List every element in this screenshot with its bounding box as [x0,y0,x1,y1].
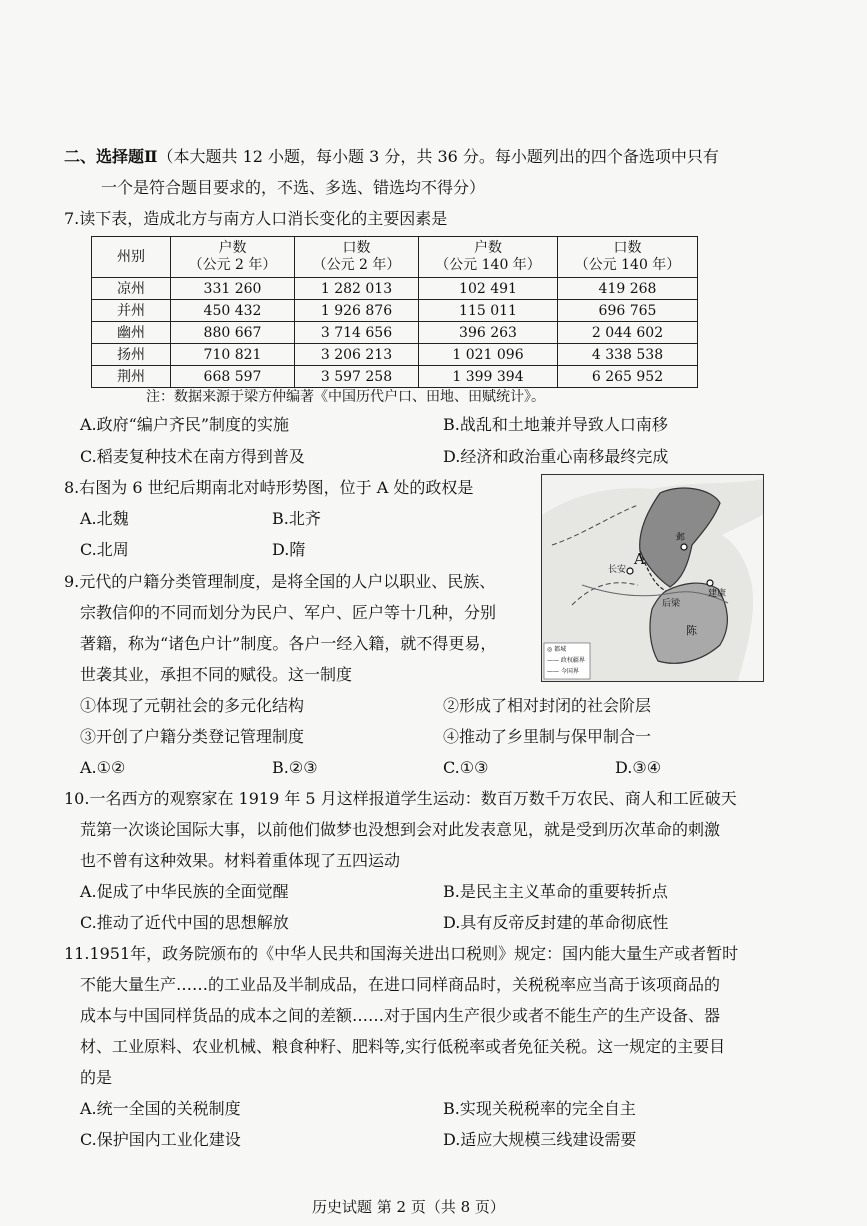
table-cell: 696 765 [558,300,698,322]
q11-stem-line: 成本与中国同样货品的成本之间的差额……对于国内生产很少或者不能生产的生产设备、器 [80,1006,721,1025]
table-cell: 102 491 [419,278,558,300]
q11-stem-line: 11.1951年，政务院颁布的《中华人民共和国海关进出口税则》规定：国内能大量生产或者暂时 [64,944,739,963]
table-cell: 1 021 096 [419,344,558,366]
q7-table-note: 注：数据来源于梁方仲编著《中国历代户口、田地、田赋统计》。 [146,389,545,405]
table-cell: 668 597 [171,366,295,388]
table-header-cell: 户数 （公元 2 年） [171,237,295,278]
map-label-houliang: 后梁 [662,599,681,609]
q8-option-b[interactable]: B.北齐 [272,509,321,528]
table-cell: 880 667 [171,322,295,344]
q11-option-c[interactable]: C.保护国内工业化建设 [80,1130,241,1149]
q11-stem-line: 材、工业原料、农业机械、粮食种籽、肥料等,实行低税率或者免征关税。这一规定的主要目 [80,1037,726,1056]
table-cell: 3 206 213 [295,344,419,366]
q11-option-b[interactable]: B.实现关税税率的完全自主 [443,1099,636,1118]
table-cell: 450 432 [171,300,295,322]
table-cell: 2 044 602 [558,322,698,344]
map-label-jiankang: 建康 [708,589,727,599]
map-label-a: A [634,550,645,568]
q9-stem-line: 世袭其业，承担不同的赋役。这一制度 [80,665,353,684]
q8-option-a[interactable]: A.北魏 [80,509,129,528]
table-cell: 710 821 [171,344,295,366]
map-legend-national: —— 今国界 [547,668,579,675]
q9-option-d[interactable]: D.③④ [615,758,662,777]
q10-stem-line: 荒第一次谈论国际大事，以前他们做梦也没想到会对此发表意见，就是受到历次革命的刺激 [80,820,721,839]
q10-option-b[interactable]: B.是民主主义革命的重要转折点 [443,882,668,901]
north-south-map [541,474,764,682]
q7-option-c[interactable]: C.稻麦复种技术在南方得到普及 [80,447,305,466]
q8-option-d[interactable]: D.隋 [272,540,306,559]
table-header-cell: 州别 [92,237,171,278]
table-header-cell: 口数 （公元 140 年） [558,237,698,278]
section-heading [64,146,719,168]
q9-item-3: ③开创了户籍分类登记管理制度 [80,727,305,746]
table-cell: 115 011 [419,300,558,322]
table-row [92,278,698,300]
table-cell: 1 926 876 [295,300,419,322]
q9-item-1: ①体现了元朝社会的多元化结构 [80,696,305,715]
q11-option-a[interactable]: A.统一全国的关税制度 [80,1099,241,1118]
section-title: 二、选择题Ⅱ [64,147,158,166]
table-cell: 1 282 013 [295,278,419,300]
q9-item-2: ②形成了相对封闭的社会阶层 [443,696,652,715]
table-cell: 幽州 [92,322,171,344]
table-cell: 6 265 952 [558,366,698,388]
table-row [92,300,698,322]
page-footer: 历史试题 第 2 页（共 8 页） [312,1198,505,1216]
q9-stem-line: 9.元代的户籍分类管理制度，是将全国的人户以职业、民族、 [64,572,496,591]
q11-stem-line: 不能大量生产……的工业品及半制成品，在进口同样商品时，关税税率应当高于该项商品的 [80,975,721,994]
q10-option-c[interactable]: C.推动了近代中国的思想解放 [80,913,289,932]
table-cell: 396 263 [419,322,558,344]
map-label-chen: 陈 [686,624,697,637]
table-header-cell: 户数 （公元 140 年） [419,237,558,278]
map-graphic [542,475,763,681]
table-cell: 并州 [92,300,171,322]
q11-stem-line: 的是 [80,1068,113,1087]
q10-stem-line: 10.一名西方的观察家在 1919 年 5 月这样报道学生运动：数百万数千万农民、商人和工匠破天 [64,789,737,808]
map-label-changan: 长安 [608,565,627,575]
population-table [91,236,698,388]
q7-option-b[interactable]: B.战乱和土地兼并导致人口南移 [443,415,668,434]
map-legend-capital: ◎ 都城 [547,646,567,653]
table-cell: 荆州 [92,366,171,388]
q10-option-a[interactable]: A.促成了中华民族的全面觉醒 [80,882,289,901]
table-cell: 3 597 258 [295,366,419,388]
map-label-ye: 邺 [676,533,686,543]
q10-option-d[interactable]: D.具有反帝反封建的革命彻底性 [443,913,669,932]
q9-option-b[interactable]: B.②③ [272,758,318,777]
table-row [92,344,698,366]
section-instruction-cont: 一个是符合题目要求的，不选、多选、错选均不得分） [101,178,486,197]
q7-option-a[interactable]: A.政府“编户齐民”制度的实施 [80,415,290,434]
q9-stem-line: 著籍，称为“诸色户计”制度。各户一经入籍，就不得更易， [80,634,497,653]
q9-item-4: ④推动了乡里制与保甲制合一 [443,727,652,746]
table-header-row [92,237,698,278]
q11-option-d[interactable]: D.适应大规模三线建设需要 [443,1130,637,1149]
map-legend-border: —— 政权疆界 [547,657,585,664]
table-cell: 扬州 [92,344,171,366]
table-cell: 4 338 538 [558,344,698,366]
table-header-cell: 口数 （公元 2 年） [295,237,419,278]
q7-stem: 7.读下表，造成北方与南方人口消长变化的主要因素是 [64,209,448,228]
table-cell: 凉州 [92,278,171,300]
table-row [92,322,698,344]
table-cell: 331 260 [171,278,295,300]
section-instruction: （本大题共 12 小题，每小题 3 分，共 36 分。每小题列出的四个备选项中只有 [157,147,719,166]
q8-stem: 8.右图为 6 世纪后期南北对峙形势图，位于 A 处的政权是 [64,478,474,497]
q10-stem-line: 也不曾有这种效果。材料着重体现了五四运动 [80,851,401,870]
q8-option-c[interactable]: C.北周 [80,540,129,559]
q9-option-c[interactable]: C.①③ [443,758,489,777]
table-cell: 1 399 394 [419,366,558,388]
q9-option-a[interactable]: A.①② [80,758,126,777]
table-cell: 419 268 [558,278,698,300]
table-cell: 3 714 656 [295,322,419,344]
table-row [92,366,698,388]
q7-option-d[interactable]: D.经济和政治重心南移最终完成 [443,447,669,466]
q9-stem-line: 宗教信仰的不同而划分为民户、军户、匠户等十几种，分别 [80,603,497,622]
